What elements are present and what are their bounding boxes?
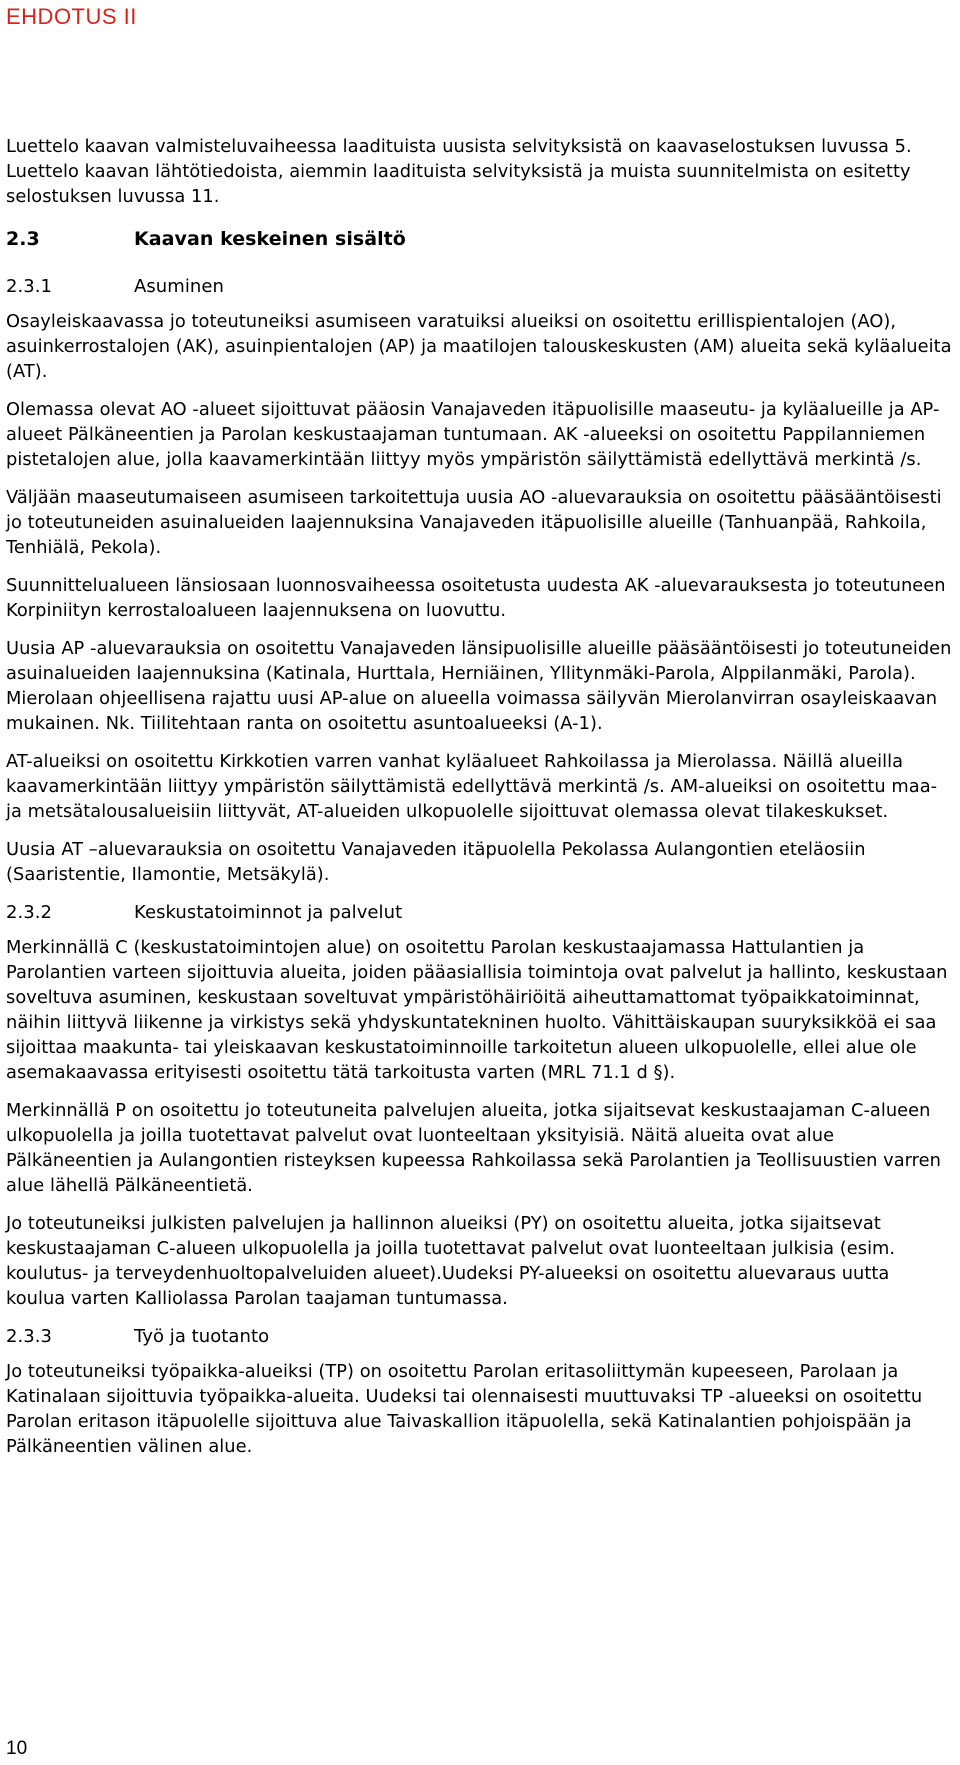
section-heading-2-3-2 xyxy=(6,900,954,925)
paragraph: Suunnittelualueen länsiosaan luonnosvaiheessa osoitetusta uudesta AK -aluevarauksesta jo toteutuneen Korpiniityn kerrostaloalueen laajennuksena on luovuttu. xyxy=(6,575,946,621)
paragraph: Merkinnällä P on osoitettu jo toteutuneita palvelujen alueita, jotka sijaitsevat keskustaajaman C-alueen ulkopuolella ja joilla tuotettavat palvelut ovat luonteeltaan yksityisiä. Näitä alueita ovat alue Pälkäneentien ja Aulangontien risteyksen kupeessa Rahkoilassa sekä Parolantien ja Teollisuustien varren alue lähellä Pälkäneentietä. xyxy=(6,1100,941,1196)
section-heading-2-3-3 xyxy=(6,1324,954,1349)
section-title: Työ ja tuotanto xyxy=(134,1326,270,1347)
page-number: 10 xyxy=(6,1738,28,1759)
paragraph: Jo toteutuneiksi työpaikka-alueiksi (TP) on osoitettu Parolan eritasoliittymän kupeeseen, Parolaan ja Katinalaan sijoittuvia työpaikka-alueita. Uudeksi tai olennaisesti muuttuvaksi TP -alueeksi on osoitettu Parolan eritason itäpuolelle sijoittuva alue Taivaskallion itäpuolella, sekä Katinalantien pohjoispään ja Pälkäneentien välinen alue. xyxy=(6,1361,923,1457)
paragraph: Merkinnällä C (keskustatoimintojen alue) on osoitettu Parolan keskustaajamassa Hattulantien ja Parolantien varteen sijoittuvia alueita, joiden pääasiallisia toimintoja ovat palvelut ja hallinto, keskustaan soveltuva asuminen, keskustaan soveltuvat ympäristöhäiriöitä aiheuttamattomat työpaikkatoiminnat, näihin liittyvä liikenne ja virkistys sekä yhdyskuntatekninen huolto. Vähittäiskaupan suuryksikköä ei saa sijoittaa maakunta- tai yleiskaavan keskustatoiminnoille tarkoitetun alueen ulkopuolelle, ellei alue ole asemakaavassa erityisesti osoitettu tätä tarkoitusta varten (MRL 71.1 d §). xyxy=(6,937,948,1083)
section-heading-2-3 xyxy=(6,227,954,252)
paragraph: Osayleiskaavassa jo toteutuneiksi asumiseen varatuiksi alueiksi on osoitettu erillispientalojen (AO), asuinkerrostalojen (AK), asuinpientalojen (AP) ja maatilojen talouskeskusten (AM) alueita sekä kyläalueita (AT). xyxy=(6,311,952,382)
section-title: Kaavan keskeinen sisältö xyxy=(134,228,406,250)
section-number: 2.3.3 xyxy=(6,1326,53,1347)
paragraph: AT-alueiksi on osoitettu Kirkkotien varren vanhat kyläalueet Rahkoilassa ja Mierolassa. Näillä alueilla kaavamerkintään liittyy ympäristön säilyttämistä edellyttävä merkintä /s. AM-alueiksi on osoitettu maa- ja metsätalousalueisiin liittyvät, AT-alueiden ulkopuolelle sijoittuvat olemassa olevat tilakeskukset. xyxy=(6,751,938,822)
intro-paragraph: Luettelo kaavan valmisteluvaiheessa laadituista uusista selvityksistä on kaavaselostuksen luvussa 5. Luettelo kaavan lähtötiedoista, aiemmin laadituista selvityksistä ja muista suunnitelmista on esitetty selostuksen luvussa 11. xyxy=(6,136,912,207)
section-title: Asuminen xyxy=(134,276,224,297)
document-status-label: EHDOTUS II xyxy=(6,4,137,29)
section-number: 2.3.1 xyxy=(6,276,53,297)
paragraph: Uusia AP -aluevarauksia on osoitettu Vanajaveden länsipuolisille alueille pääsääntöisesti jo toteutuneiden asuinalueiden laajennuksina (Katinala, Hurttala, Herniäinen, Yllitynmäki-Parola, Alppilanmäki, Parola). Mierolaan ohjeellisena rajattu uusi AP-alue on alueella voimassa säilyvän Mierolanvirran osayleiskaavan mukainen. Nk. Tiilitehtaan ranta on osoitettu asuntoalueeksi (A-1). xyxy=(6,638,952,734)
section-number: 2.3.2 xyxy=(6,902,53,923)
paragraph: Väljään maaseutumaiseen asumiseen tarkoitettuja uusia AO -aluevarauksia on osoitettu pääsääntöisesti jo toteutuneiden asuinalueiden laajennuksina Vanajaveden itäpuolisille alueille (Tanhuanpää, Rahkoila, Tenhiälä, Pekola). xyxy=(6,487,942,558)
section-heading-2-3-1 xyxy=(6,274,954,299)
document-body xyxy=(6,134,954,1472)
section-title: Keskustatoiminnot ja palvelut xyxy=(134,902,403,923)
paragraph: Uusia AT –aluevarauksia on osoitettu Vanajaveden itäpuolella Pekolassa Aulangontien eteläosiin (Saaristentie, Ilamontie, Metsäkylä). xyxy=(6,839,866,885)
paragraph: Olemassa olevat AO -alueet sijoittuvat pääosin Vanajaveden itäpuolisille maaseutu- ja kyläalueille ja AP-alueet Pälkäneentien ja Parolan keskustaajaman tuntumaan. AK -alueeksi on osoitettu Pappilanniemen pistetalojen alue, jolla kaavamerkintään liittyy myös ympäristön säilyttämistä edellyttävä merkintä /s. xyxy=(6,399,940,470)
section-number: 2.3 xyxy=(6,228,40,250)
paragraph: Jo toteutuneiksi julkisten palvelujen ja hallinnon alueiksi (PY) on osoitettu alueita, jotka sijaitsevat keskustaajaman C-alueen ulkopuolella ja joilla tuotettavat palvelut ovat luonteeltaan julkisia (esim. koulutus- ja terveydenhuoltopalveluiden alueet).Uudeksi PY-alueeksi on osoitettu aluevaraus uutta koulua varten Kalliolassa Parolan taajaman tuntumassa. xyxy=(6,1213,896,1309)
